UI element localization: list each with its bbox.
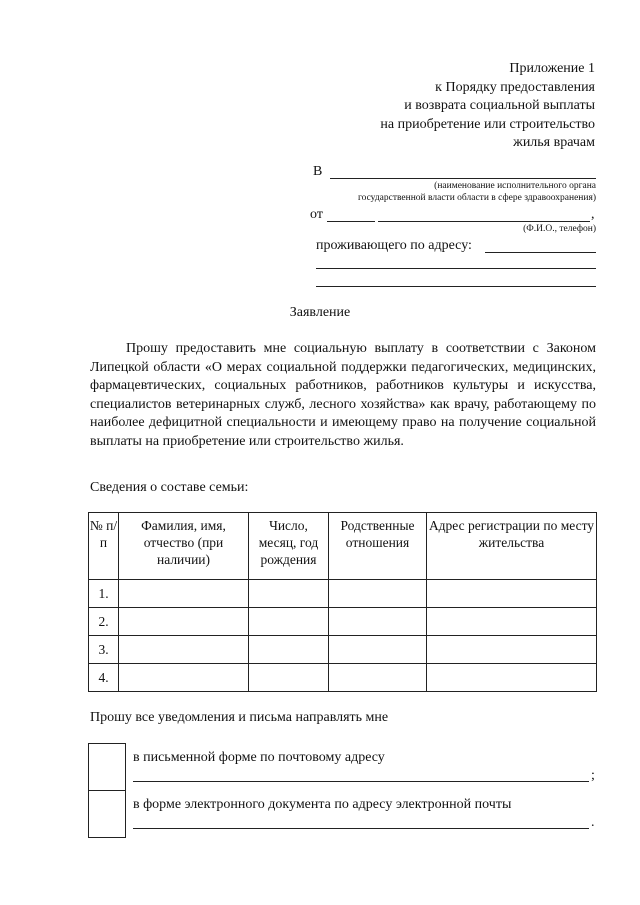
- family-table: [88, 512, 597, 692]
- row-number: 4.: [89, 664, 119, 692]
- appendix-line: и возврата социальной выплаты: [404, 98, 595, 113]
- email-option-end: .: [591, 815, 595, 830]
- cell-address[interactable]: [427, 664, 597, 692]
- from-suffix: ,: [591, 207, 595, 222]
- from-line[interactable]: [378, 221, 590, 222]
- header-address: Адрес регистрации по месту жительства: [427, 513, 597, 580]
- address-line-2[interactable]: [316, 268, 596, 269]
- postal-option-end: ;: [591, 768, 595, 783]
- cell-address[interactable]: [427, 636, 597, 664]
- cell-birthdate[interactable]: [249, 580, 329, 608]
- cell-name[interactable]: [119, 636, 249, 664]
- to-hint-2: государственной власти области в сфере здравоохранения): [357, 193, 596, 203]
- appendix-line: на приобретение или строительство: [380, 116, 595, 132]
- postal-option-label: в письменной форме по почтовому адресу: [133, 750, 385, 765]
- cell-address[interactable]: [427, 580, 597, 608]
- family-label: Сведения о составе семьи:: [90, 480, 249, 495]
- address-line-3[interactable]: [316, 286, 596, 287]
- table-row: [89, 636, 597, 664]
- cell-birthdate[interactable]: [249, 608, 329, 636]
- from-hint: (Ф.И.О., телефон): [523, 224, 596, 234]
- appendix-line: Приложение 1: [509, 61, 595, 76]
- cell-name[interactable]: [119, 664, 249, 692]
- table-row: [89, 664, 597, 692]
- address-label: проживающего по адресу:: [316, 238, 472, 253]
- table-row: [89, 608, 597, 636]
- appendix-line: жилья врачам: [513, 135, 595, 150]
- table-header-row: [89, 513, 597, 580]
- cell-relation[interactable]: [329, 580, 427, 608]
- notify-label: Прошу все уведомления и письма направлять мне: [90, 710, 389, 725]
- from-line-short[interactable]: [327, 221, 375, 222]
- to-hint-1: (наименование исполнительного органа: [434, 181, 596, 191]
- row-number: 1.: [89, 580, 119, 608]
- cell-relation[interactable]: [329, 664, 427, 692]
- body-paragraph: Прошу предоставить мне социальную выплату в соответствии с Законом Липецкой области «О мерах социальной поддержки педагогических, медицинских, фармацевтических, социальных работников, работников культуры и искусства, специалистов ветеринарных служб, лесного хозяйства» как врачу, работающему по наиболее дефицитной специальности и имеющему право на получение социальной выплаты на приобретение или строительство жилья.: [90, 341, 596, 449]
- header-number: № п/п: [89, 513, 119, 580]
- email-checkbox[interactable]: [88, 790, 126, 838]
- address-line-1[interactable]: [485, 252, 596, 253]
- cell-birthdate[interactable]: [249, 636, 329, 664]
- row-number: 2.: [89, 608, 119, 636]
- to-prefix: В: [313, 164, 323, 179]
- cell-address[interactable]: [427, 608, 597, 636]
- cell-name[interactable]: [119, 580, 249, 608]
- appendix-header: [295, 60, 595, 153]
- cell-relation[interactable]: [329, 608, 427, 636]
- header-relation: Родственные отношения: [329, 513, 427, 580]
- header-birthdate: Число, месяц, год рождения: [249, 513, 329, 580]
- from-prefix: от: [310, 207, 323, 222]
- header-name: Фамилия, имя, отчество (при наличии): [119, 513, 249, 580]
- document-title: Заявление: [289, 305, 351, 320]
- row-number: 3.: [89, 636, 119, 664]
- postal-address-line[interactable]: [133, 781, 589, 782]
- cell-name[interactable]: [119, 608, 249, 636]
- email-address-line[interactable]: [133, 828, 589, 829]
- to-line[interactable]: [330, 178, 596, 179]
- postal-checkbox[interactable]: [88, 743, 126, 791]
- cell-relation[interactable]: [329, 636, 427, 664]
- table-row: [89, 580, 597, 608]
- cell-birthdate[interactable]: [249, 664, 329, 692]
- appendix-line: к Порядку предоставления: [435, 79, 595, 95]
- email-option-label: в форме электронного документа по адресу электронной почты: [133, 797, 512, 812]
